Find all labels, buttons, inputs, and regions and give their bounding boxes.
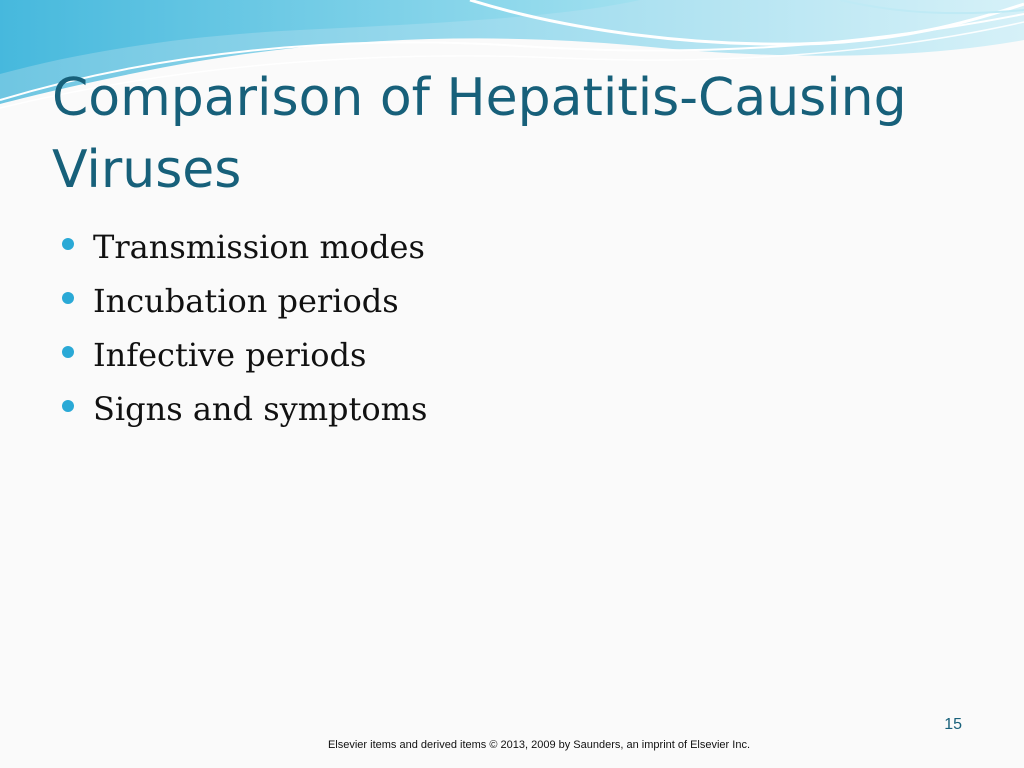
bullet-text: Incubation periods <box>93 282 399 320</box>
bullet-item <box>62 328 427 382</box>
bullet-text: Transmission modes <box>93 228 425 266</box>
bullet-dot-icon <box>62 292 74 304</box>
bullet-dot-icon <box>62 346 74 358</box>
bullet-dot-icon <box>62 400 74 412</box>
bullet-list <box>62 220 427 436</box>
bullet-item <box>62 382 427 436</box>
page-number: 15 <box>944 716 962 733</box>
slide-title: Comparison of Hepatitis-Causing Viruses <box>52 68 907 200</box>
bullet-item <box>62 220 427 274</box>
bullet-text: Signs and symptoms <box>93 390 428 428</box>
copyright-footer: Elsevier items and derived items © 2013, 2009 by Saunders, an imprint of Elsevier Inc. <box>327 739 751 751</box>
bullet-dot-icon <box>62 238 74 250</box>
bullet-item <box>62 274 427 328</box>
bullet-text: Infective periods <box>93 336 367 374</box>
